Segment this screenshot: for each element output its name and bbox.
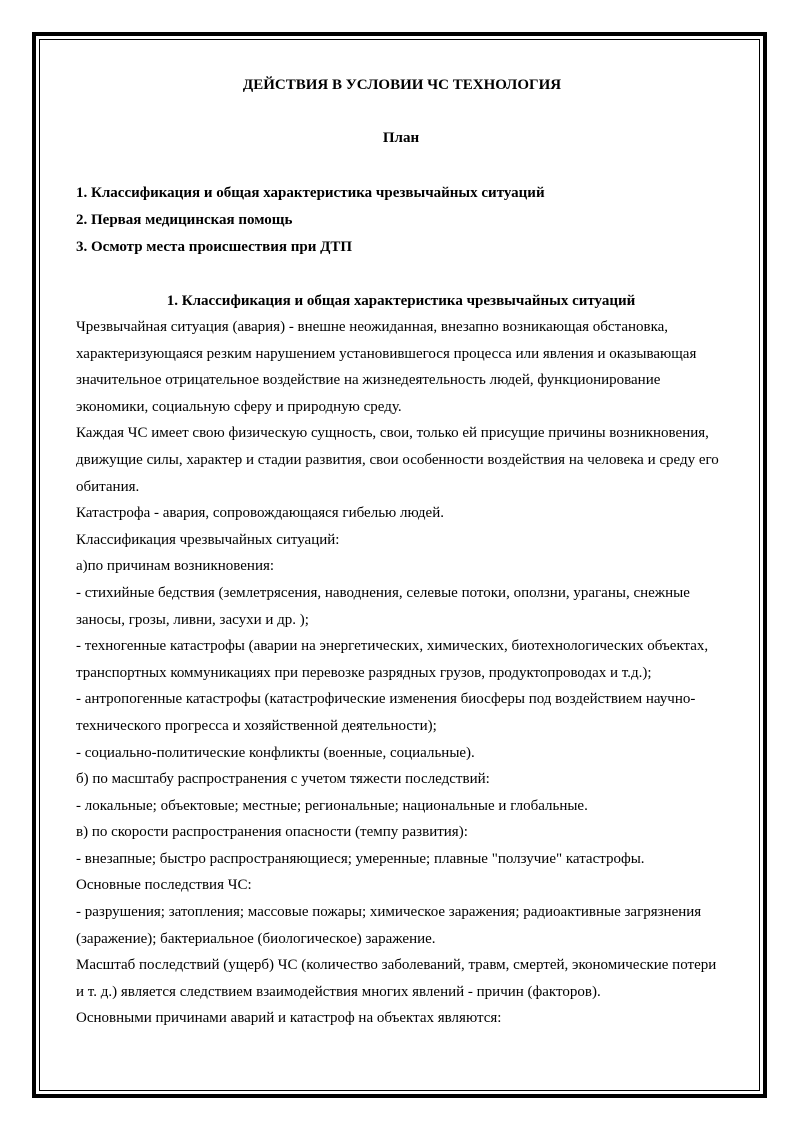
paragraph: - разрушения; затопления; массовые пожары; химическое заражения; радиоактивные загрязнения (заражение); бактериальное (биологическое) заражение. [76, 904, 702, 947]
plan-item: 1. Классификация и общая характеристика чрезвычайных ситуаций [76, 185, 545, 201]
paragraph: Основными причинами аварий и катастроф на объектах являются: [76, 1010, 502, 1027]
paragraph: - локальные; объектовые; местные; региональные; национальные и глобальные. [76, 797, 588, 814]
paragraph: а)по причинам возникновения: [76, 558, 275, 575]
paragraph: Основные последствия ЧС: [76, 877, 252, 894]
paragraph: в) по скорости распространения опасности (темпу развития): [76, 824, 468, 841]
paragraph: - социально-политические конфликты (военные, социальные). [76, 744, 475, 761]
plan-item: 3. Осмотр места происшествия при ДТП [76, 239, 353, 255]
paragraph: Катастрофа - авария, сопровождающаяся гибелью людей. [76, 505, 444, 522]
plan-heading: План [382, 130, 420, 146]
section-text [76, 314, 726, 1032]
plan-list [76, 180, 726, 261]
document-body [76, 74, 726, 1032]
section-heading: 1. Классификация и общая характеристика чрезвычайных ситуаций [166, 293, 636, 309]
document-title: ДЕЙСТВИЯ В УСЛОВИИ ЧС ТЕХНОЛОГИЯ [242, 77, 562, 93]
plan-item: 2. Первая медицинская помощь [76, 212, 293, 228]
paragraph: Чрезвычайная ситуация (авария) - внешне неожиданная, внезапно возникающая обстановка, характеризующаяся резким нарушением установившегося процесса или явления и оказывающая значительное отрицательное воздействие на жизнедеятельность людей, функционирование экономики, социальную сферу и природную среду. [76, 319, 697, 415]
paragraph: - техногенные катастрофы (аварии на энергетических, химических, биотехнологических объектах, транспортных коммуникациях при перевозке разрядных грузов, продуктопроводах и т.д.); [76, 638, 709, 681]
paragraph: - антропогенные катастрофы (катастрофические изменения биосферы под воздействием научно-технического прогресса и хозяйственной деятельности); [76, 691, 696, 734]
paragraph: - внезапные; быстро распространяющиеся; умеренные; плавные "ползучие" катастрофы. [76, 850, 645, 867]
paragraph: Классификация чрезвычайных ситуаций: [76, 531, 340, 548]
paragraph: б) по масштабу распространения с учетом тяжести последствий: [76, 771, 490, 788]
paragraph: Масштаб последствий (ущерб) ЧС (количество заболеваний, травм, смертей, экономические потери и т. д.) является следствием взаимодействия многих явлений - причин (факторов). [76, 957, 717, 1000]
paragraph: Каждая ЧС имеет свою физическую сущность, свои, только ей присущие причины возникновения, движущие силы, характер и стадии развития, свои особенности воздействия на человека и среду его обитания. [76, 425, 719, 495]
paragraph: - стихийные бедствия (землетрясения, наводнения, селевые потоки, оползни, ураганы, снежные заносы, грозы, ливни, засухи и др. ); [76, 584, 690, 628]
